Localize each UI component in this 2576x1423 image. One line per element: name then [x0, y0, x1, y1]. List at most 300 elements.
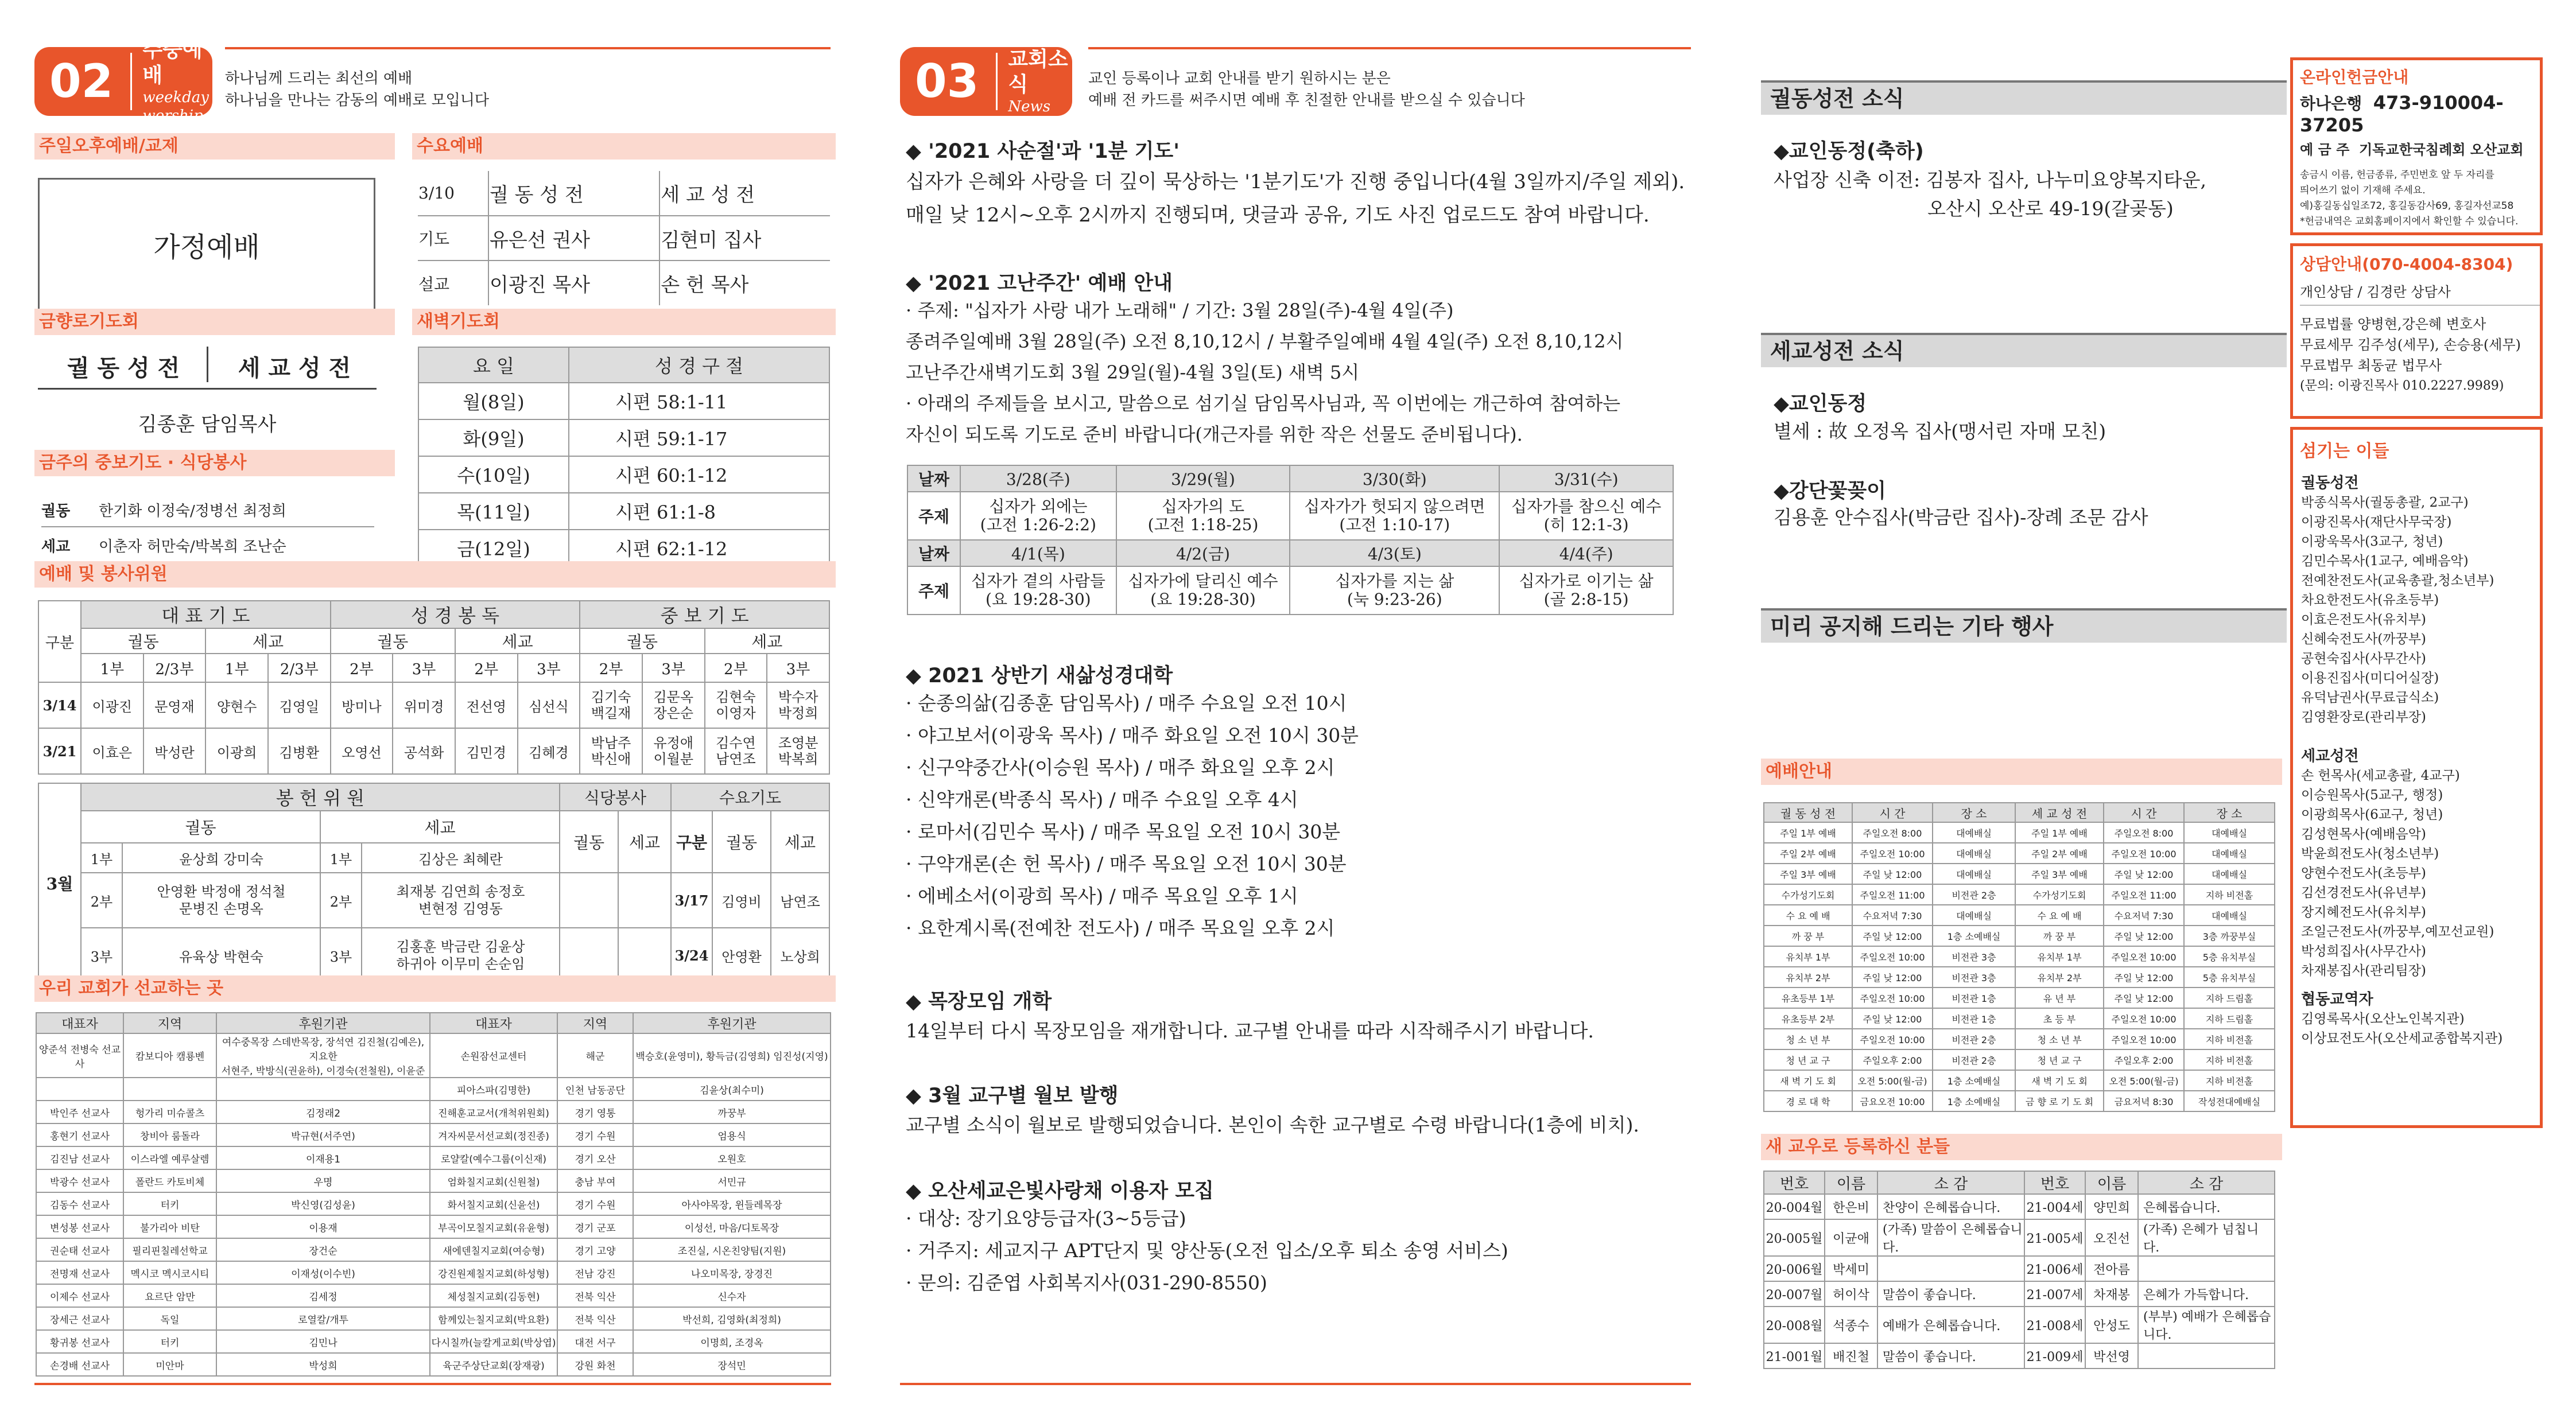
duty-cell: 이광희: [205, 728, 268, 774]
wed-cell: 유은선 권사: [488, 216, 659, 261]
meal-head: 식당봉사: [560, 783, 671, 811]
mission-cell: 충남 부여: [557, 1169, 633, 1192]
duty-cell: 오영선: [331, 728, 393, 774]
news-body: 14일부터 다시 목장모임을 재개합니다. 교구별 안내를 따라 시작해주시기 바랍니다.: [906, 1020, 1594, 1042]
newcomer-cell: 양민희: [2085, 1194, 2138, 1219]
meal-cell: [618, 873, 671, 928]
mission-cell: 박선희, 김영화(최정희): [633, 1307, 831, 1330]
mission-row: [36, 1101, 831, 1123]
friday-campus-b: 세 교 성 전: [238, 355, 351, 382]
offering-head: 봉 헌 위 원: [81, 783, 560, 811]
worship-cell: 청 소 년 부: [1764, 1029, 1852, 1049]
mission-row: [36, 1169, 831, 1192]
segyo-news-title: 세교성전 소식: [1761, 333, 2287, 367]
worship-cell: 1층 소예배실: [1933, 1070, 2015, 1091]
pw-date: 3/28(주): [960, 465, 1116, 492]
worship-cell: 지하 비전홀: [2184, 1049, 2275, 1070]
mission-head: 후원기관: [633, 1013, 831, 1033]
part-head: 3부: [767, 654, 829, 682]
mission-cell: 독일: [123, 1307, 216, 1330]
mission-cell: 양준석 전병숙 선교사: [36, 1033, 123, 1078]
mission-cell: 전북 익산: [557, 1307, 633, 1330]
mission-cell: 박성희: [216, 1353, 430, 1376]
offering-names: 안영환 박정애 정석철 문병진 손명옥: [122, 873, 320, 928]
newcomer-cell: 21-004세: [2024, 1194, 2085, 1219]
newcomer-cell: 은혜롭습니다.: [2138, 1194, 2275, 1219]
worship-cell: 주일오전 11:00: [2104, 884, 2184, 905]
meal-campus: 궐동: [560, 811, 618, 873]
staff-list: [2301, 1009, 2540, 1048]
worship-row: [1764, 1070, 2275, 1091]
counsel-title: 상담안내(070-4004-8304): [2300, 255, 2513, 274]
news-body: [906, 1203, 1508, 1299]
worship-cell: 대예배실: [1933, 822, 2015, 843]
dawn-day: 금(12일): [418, 530, 569, 566]
worship-cell: 주일오전 8:00: [1852, 822, 1933, 843]
mission-cell: 박신영(김성윤): [216, 1192, 430, 1215]
staff-member: 김선경전도사(유년부): [2301, 885, 2426, 900]
badge-number: 02: [34, 53, 132, 110]
duty-row: [38, 682, 829, 728]
news-line: · 에베소서(이광희 목사) / 매주 목요일 오후 1시: [906, 885, 1298, 907]
mission-row: [36, 1033, 831, 1078]
news-line: · 야고보서(이광욱 목사) / 매주 화요일 오전 10시 30분: [906, 724, 1359, 747]
newcomer-cell: 20-004월: [1764, 1194, 1825, 1219]
mission-cell: 요르단 암만: [123, 1284, 216, 1307]
duty-head: 중 보 기 도: [580, 601, 829, 628]
page2-intro: [225, 68, 489, 111]
wednesday-table: [418, 171, 830, 305]
dawn-head: 성 경 구 절: [569, 347, 829, 383]
staff-member: 이광진목사(재단사무국장): [2301, 515, 2452, 530]
newcomer-cell: 허이삭: [1825, 1281, 1877, 1307]
staff-member: 공현숙집사(사무간사): [2301, 651, 2426, 666]
news-body: [906, 165, 1685, 232]
campus-head: 궐동: [331, 628, 455, 654]
mission-cell: 장석민: [633, 1353, 831, 1376]
duty-date: 3/14: [38, 682, 81, 728]
pw-date: 3/29(월): [1116, 465, 1290, 492]
mission-cell: 김세정: [216, 1284, 430, 1307]
pw-label: 날짜: [907, 465, 960, 492]
duty-cell: 김혜경: [518, 728, 580, 774]
mission-cell: 황귀봉 선교사: [36, 1330, 123, 1353]
intro-line-2: 예배 전 카드를 써주시면 예배 후 친절한 안내를 받으실 수 있습니다: [1088, 92, 1525, 109]
header-rule: [225, 47, 831, 49]
bank-line: [2300, 91, 2540, 136]
worship-guide-table: [1763, 802, 2275, 1112]
staff-member: 차재봉집사(관리팀장): [2301, 963, 2426, 978]
note-line: 띄어쓰기 없이 기재해 주세요.: [2300, 185, 2426, 196]
mission-cell: 김민나: [216, 1330, 430, 1353]
worship-cell: 새 벽 기 도 회: [1764, 1070, 1852, 1091]
worship-cell: 유치부 1부: [2015, 946, 2104, 967]
mission-cell: 강원 화천: [557, 1353, 633, 1376]
news-line: 자신이 되도록 기도로 준비 바랍니다(개근자를 위한 작은 선물도 준비됩니다).: [906, 423, 1523, 445]
worship-cell: 수요저녁 7:30: [2104, 905, 2184, 926]
worship-cell: 금 향 로 기 도 회: [2015, 1091, 2104, 1111]
worship-cell: 수가성기도회: [2015, 884, 2104, 905]
staff-member: 김민수목사(1교구, 예배음악): [2301, 554, 2469, 569]
mission-cell: 김진남 선교사: [36, 1146, 123, 1169]
mission-cell: 불가리아 비탄: [123, 1215, 216, 1238]
worship-cell: 청 년 교 구: [2015, 1049, 2104, 1070]
mission-cell: 전남 강진: [557, 1261, 633, 1284]
newcomer-row: [1764, 1256, 2275, 1281]
segyo-heading-1: ◆교인동정: [1774, 392, 1867, 415]
mission-row: [36, 1284, 831, 1307]
wed-name: 남연조: [771, 873, 829, 928]
news-heading: ◆ 목장모임 개학: [906, 990, 1052, 1013]
page3-intro: [1088, 68, 1525, 111]
campus-head: 세교: [455, 628, 580, 654]
worship-cell: 비전관 2층: [1933, 1049, 2015, 1070]
mission-cell: 터키: [123, 1192, 216, 1215]
wed-label: 기도: [418, 230, 450, 248]
offering-table: [38, 783, 830, 983]
mission-cell: 경기 고양: [557, 1238, 633, 1261]
worship-cell: 청 소 년 부: [2015, 1029, 2104, 1049]
counsel-line: 무료세무 김주성(세무), 손승용(세무): [2300, 337, 2521, 353]
duty-cell: 위미경: [393, 682, 455, 728]
badge-title: 교회소식: [1008, 48, 1068, 96]
footer-rule: [900, 1383, 1691, 1385]
mission-cell: 로열칼/개투: [216, 1307, 430, 1330]
worship-cell: 1층 소예배실: [1933, 1091, 2015, 1111]
duty-cell: 조영분 박복희: [767, 728, 829, 774]
staff-group-title: 협동교역자: [2301, 991, 2373, 1008]
duty-cell: 이광진: [81, 682, 143, 728]
pw-date: 4/2(금): [1116, 540, 1290, 566]
worship-cell: 주일 낮 12:00: [1852, 864, 1933, 884]
worship-cell: 주일 2부 예배: [1764, 843, 1852, 864]
newcomer-cell: 21-009세: [2024, 1343, 2085, 1368]
mission-cell: 백승호(윤영미), 황득금(김영희) 임진성(지영): [633, 1033, 831, 1078]
offering-campus: 궐동: [81, 811, 320, 843]
badge-title: 주중예배: [142, 38, 203, 87]
part-head: 3부: [642, 654, 705, 682]
counsel-line: 개인상담 / 김경란 상담사: [2300, 282, 2540, 306]
account-number: 473-910004-37205: [2300, 92, 2504, 136]
worship-row: [1764, 987, 2275, 1008]
friday-campus-a: 궐 동 성 전: [67, 355, 180, 382]
wed-gubun: 구분: [671, 811, 712, 873]
part-head: 2/3부: [143, 654, 206, 682]
pw-topic: 십자가로 이기는 삶 (골 2:8-15): [1499, 566, 1673, 615]
dawn-day: 월(8일): [418, 383, 569, 419]
mission-cell: 경기 수원: [557, 1192, 633, 1215]
duty-cell: 김수연 남연조: [705, 728, 767, 774]
duty-cell: 유정애 이월분: [642, 728, 705, 774]
intro-line-1: 하나님께 드리는 최선의 예배: [225, 70, 413, 87]
worship-row: [1764, 946, 2275, 967]
mission-cell: 전명재 선교사: [36, 1261, 123, 1284]
offering-names: 윤상희 강미숙: [122, 843, 320, 873]
newcomer-cell: 석종수: [1825, 1307, 1877, 1343]
dawn-head: 요 일: [418, 347, 569, 383]
pw-date: 4/1(목): [960, 540, 1116, 566]
news-line: · 주제: "십자가 사랑 내가 노래해" / 기간: 3월 28일(주)-4월 4일(주): [906, 300, 1454, 321]
dawn-day: 목(11일): [418, 493, 569, 530]
part-head: 3부: [518, 654, 580, 682]
staff-box: [2290, 427, 2543, 1128]
staff-member: 이상묘전도사(오산세교종합복지관): [2301, 1031, 2503, 1046]
newcomer-row: [1764, 1219, 2275, 1256]
month-label: 3월: [38, 783, 81, 983]
worship-cell: 경 로 대 학: [1764, 1091, 1852, 1111]
mission-cell: 캄보디아 캠룡벤: [123, 1033, 216, 1078]
worship-cell: 5층 유치부실: [2184, 946, 2275, 967]
news-heading: ◆ 오산세교은빛사랑채 이용자 모집: [906, 1180, 1214, 1203]
intercession-title: 금주의 중보기도 · 식당봉사: [34, 450, 395, 476]
staff-member: 박윤희전도사(청소년부): [2301, 846, 2439, 861]
duty-cell: 박남주 박신애: [580, 728, 642, 774]
worship-cell: 금요저녁 8:30: [2104, 1091, 2184, 1111]
news-line: 매일 낮 12시~오후 2시까지 진행되며, 댓글과 공유, 기도 사진 업로드도 참여 바랍니다.: [906, 204, 1650, 227]
newcomer-cell: 20-006월: [1764, 1256, 1825, 1281]
mission-cell: 까꿍부: [633, 1101, 831, 1123]
worship-cell: 주일 낮 12:00: [2104, 987, 2184, 1008]
mission-cell: 김정래2: [216, 1101, 430, 1123]
pw-label: 주제: [907, 566, 960, 615]
nc-head: 이름: [2085, 1171, 2138, 1194]
staff-member: 이광욱목사(3교구, 청년): [2301, 534, 2443, 549]
meal-cell: [560, 873, 618, 928]
mission-cell: 서민규: [633, 1169, 831, 1192]
friday-title: 금향로기도회: [34, 309, 395, 335]
mission-cell: 권순태 선교사: [36, 1238, 123, 1261]
worship-cell: 비전관 2층: [1933, 884, 2015, 905]
part-head: 2부: [331, 654, 393, 682]
duty-date: 3/21: [38, 728, 81, 774]
news-body: [906, 295, 1623, 450]
gwoldong-heading: ◆교인동정(축하): [1774, 140, 1924, 163]
prayer-duty-table: [38, 600, 830, 775]
worship-cell: 주일오전 10:00: [2104, 946, 2184, 967]
worship-cell: 주일오전 10:00: [1852, 987, 1933, 1008]
worship-row: [1764, 926, 2275, 946]
mission-cell: 이제수 선교사: [36, 1284, 123, 1307]
duty-head: 대 표 기 도: [81, 601, 331, 628]
staff-member: 박종식목사(궐동총괄, 2교구): [2301, 495, 2469, 510]
worship-cell: 수요저녁 7:30: [1852, 905, 1933, 926]
news-line: · 로마서(김민수 목사) / 매주 목요일 오전 10시 30분: [906, 821, 1341, 843]
worship-cell: 주일 낮 12:00: [1852, 926, 1933, 946]
mission-cell: 필리핀칠레선학교: [123, 1238, 216, 1261]
worship-cell: 비전관 2층: [1933, 1029, 2015, 1049]
worship-row: [1764, 1029, 2275, 1049]
mission-cell: 아사야목장, 윈들레목장: [633, 1192, 831, 1215]
duty-cell: 김기숙 백길재: [580, 682, 642, 728]
worship-cell: 주일 3부 예배: [2015, 864, 2104, 884]
missions-table: [36, 1012, 831, 1377]
mission-cell: 엄화칠지교회(신원철): [430, 1169, 557, 1192]
mission-cell: 나오미목장, 장경진: [633, 1261, 831, 1284]
newcomer-cell: 차재봉: [2085, 1281, 2138, 1307]
mission-cell: 피아스파(김명한): [430, 1078, 557, 1101]
wg-head: 장 소: [1933, 803, 2015, 822]
campus-head: 궐동: [580, 628, 704, 654]
worship-cell: 새 벽 기 도 회: [2015, 1070, 2104, 1091]
worship-cell: 까 꿍 부: [2015, 926, 2104, 946]
newcomer-cell: [2138, 1256, 2275, 1281]
wg-head: 시 간: [2104, 803, 2184, 822]
intro-line-1: 교인 등록이나 교회 안내를 받기 원하시는 분은: [1088, 70, 1391, 87]
worship-cell: 3층 까꿍부실: [2184, 926, 2275, 946]
mission-row: [36, 1146, 831, 1169]
staff-group-title: 세교성전: [2301, 748, 2359, 765]
gubun-head: 구분: [38, 601, 81, 682]
newcomer-cell: 안성도: [2085, 1307, 2138, 1343]
newcomer-cell: 21-005세: [2024, 1219, 2085, 1256]
mission-cell: 손경배 선교사: [36, 1353, 123, 1376]
mission-cell: 이재용1: [216, 1146, 430, 1169]
counsel-line: 무료법률 양병현,강은혜 변호사: [2300, 316, 2486, 332]
holder-name: 기독교한국침례회 오산교회: [2358, 142, 2524, 158]
mission-cell: 경기 영통: [557, 1101, 633, 1123]
nc-head: 번호: [2024, 1171, 2085, 1194]
mission-cell: 함께있는칠지교회(박요환): [430, 1307, 557, 1330]
newcomer-cell: 박세미: [1825, 1256, 1877, 1281]
pw-topic: 십자가를 참으신 예수 (히 12:1-3): [1499, 492, 1673, 540]
mission-cell: 이재성(이수빈): [216, 1261, 430, 1284]
mission-cell: 체성칠지교회(김동현): [430, 1284, 557, 1307]
newcomers-table: [1763, 1171, 2275, 1369]
mission-row: [36, 1330, 831, 1353]
passion-week-table: [907, 465, 1674, 615]
wed-campus: 세교: [771, 811, 829, 873]
segyo-heading-2: ◆강단꽃꽂이: [1774, 480, 1886, 503]
events-title: 미리 공지해 드리는 기타 행사: [1761, 608, 2287, 643]
home-worship-label: 가정예배: [153, 231, 260, 263]
offering-names: 김홍훈 박금란 김윤상 하귀아 이무미 손순임: [362, 928, 560, 983]
campus-head: 궐동: [81, 628, 205, 654]
worship-cell: 주일 낮 12:00: [2104, 864, 2184, 884]
worship-cell: 오전 5:00(월-금): [2104, 1070, 2184, 1091]
offering-names: 유육상 박현숙: [122, 928, 320, 983]
worship-cell: 주일오전 8:00: [2104, 822, 2184, 843]
staff-group-title: 궐동성전: [2301, 475, 2359, 492]
campus-head: 세교: [705, 628, 829, 654]
counsel-line: (문의: 이광진목사 010.2227.9989): [2300, 379, 2504, 393]
mission-head: 대표자: [430, 1013, 557, 1033]
worship-cell: 오전 5:00(월-금): [1852, 1070, 1933, 1091]
dawn-day: 수(10일): [418, 456, 569, 493]
worship-cell: 까 꿍 부: [1764, 926, 1852, 946]
part-head: 3부: [393, 654, 455, 682]
mission-head: 지역: [123, 1013, 216, 1033]
home-worship-box: [38, 178, 375, 311]
newcomer-row: [1764, 1343, 2275, 1368]
mission-cell: 조진실, 시온친양팀(지원): [633, 1238, 831, 1261]
mission-cell: 오원호: [633, 1146, 831, 1169]
mission-cell: 신수자: [633, 1284, 831, 1307]
worship-cell: 비전관 3층: [1933, 967, 2015, 987]
worship-cell: 주일 낮 12:00: [2104, 926, 2184, 946]
wed-name: 안영환: [712, 928, 771, 983]
newcomer-cell: 찬양이 은혜롭습니다.: [1877, 1194, 2024, 1219]
pw-date: 3/30(화): [1290, 465, 1499, 492]
mission-head: 대표자: [36, 1013, 123, 1033]
worship-cell: 대예배실: [1933, 905, 2015, 926]
badge-subtitle: weekday worship: [142, 89, 209, 125]
meal-campus: 세교: [618, 811, 671, 873]
wed-cell: 이광진 목사: [488, 261, 659, 305]
worship-cell: 유치부 2부: [2015, 967, 2104, 987]
worship-row: [1764, 864, 2275, 884]
worship-cell: 수 요 예 배: [1764, 905, 1852, 926]
mission-row: [36, 1261, 831, 1284]
worship-cell: 주일오전 11:00: [1852, 884, 1933, 905]
worship-cell: 주일 2부 예배: [2015, 843, 2104, 864]
staff-member: 김성현목사(예배음악): [2301, 827, 2426, 842]
offering-part: 1부: [81, 843, 122, 873]
newcomer-cell: 이균애: [1825, 1219, 1877, 1256]
newcomer-cell: 한은비: [1825, 1194, 1877, 1219]
section-badge-02: [34, 38, 212, 125]
newcomer-cell: 21-001월: [1764, 1343, 1825, 1368]
newcomer-cell: 예배가 은혜롭습니다.: [1877, 1307, 2024, 1343]
mission-cell: 겨자씨문서선교회(정진종): [430, 1123, 557, 1146]
pw-date: 3/31(수): [1499, 465, 1673, 492]
worship-cell: 수 요 예 배: [2015, 905, 2104, 926]
servants-title: 예배 및 봉사위원: [34, 561, 836, 588]
header-rule: [1088, 47, 1691, 49]
mission-cell: 폴란드 카토비체: [123, 1169, 216, 1192]
wed-cell: 세 교 성 전: [659, 171, 830, 216]
holder-label: 예 금 주: [2300, 142, 2350, 158]
part-head: 2부: [580, 654, 642, 682]
wed-cell: 손 헌 목사: [659, 261, 830, 305]
wed-name: 노상희: [771, 928, 829, 983]
mission-cell: 장건순: [216, 1238, 430, 1261]
offering-campus: 세교: [320, 811, 560, 843]
staff-member: 조일근전도사(까꿍부,예꼬선교원): [2301, 924, 2494, 939]
note-line: 송금시 이름, 헌금종류, 주민번호 앞 두 자리를: [2300, 169, 2494, 181]
dawn-verse: 시편 59:1-17: [569, 419, 829, 456]
divider: [207, 347, 208, 382]
news-line: · 아래의 주제들을 보시고, 말씀으로 섬기실 담임목사님과, 꼭 이번에는 개근하여 참여하는: [906, 392, 1621, 414]
mission-cell: 경기 수원: [557, 1123, 633, 1146]
meal-cell: [618, 928, 671, 983]
mission-cell: 전북 익산: [557, 1284, 633, 1307]
rule: [38, 388, 377, 390]
news-line: · 문의: 김준엽 사회복지사(031-290-8550): [906, 1272, 1267, 1294]
worship-cell: 유치부 2부: [1764, 967, 1852, 987]
mission-cell: 육군주상단교회(장재광): [430, 1353, 557, 1376]
wed-label: 3/10: [418, 184, 455, 203]
dawn-verse: 시편 61:1-8: [569, 493, 829, 530]
worship-row: [1764, 1091, 2275, 1111]
staff-member: 김영록목사(오산노인복지관): [2301, 1012, 2465, 1027]
worship-cell: 지하 비전홀: [2184, 884, 2275, 905]
worship-cell: 수가성기도회: [1764, 884, 1852, 905]
worship-cell: 주일오전 10:00: [2104, 1008, 2184, 1029]
wed-label: 설교: [418, 274, 450, 294]
worship-cell: 주일오후 2:00: [1852, 1049, 1933, 1070]
mission-row: [36, 1123, 831, 1146]
pw-topic: 십자가의 도 (고전 1:18-25): [1116, 492, 1290, 540]
news-body: 교구별 소식이 월보로 발행되었습니다. 본인이 속한 교구별로 수령 바랍니다(1층에 비치).: [906, 1114, 1639, 1136]
missions-title: 우리 교회가 선교하는 곳: [34, 975, 836, 1002]
worship-cell: 지하 비전홀: [2184, 1070, 2275, 1091]
staff-segyo: [2301, 747, 2540, 981]
offering-names: 최재봉 김연희 송정호 변현정 김영동: [362, 873, 560, 928]
nc-head: 이름: [1825, 1171, 1877, 1194]
intercession-label: 세교: [41, 538, 71, 555]
mission-cell: 장세근 선교사: [36, 1307, 123, 1330]
staff-member: 유덕남권사(무료급식소): [2301, 690, 2439, 705]
